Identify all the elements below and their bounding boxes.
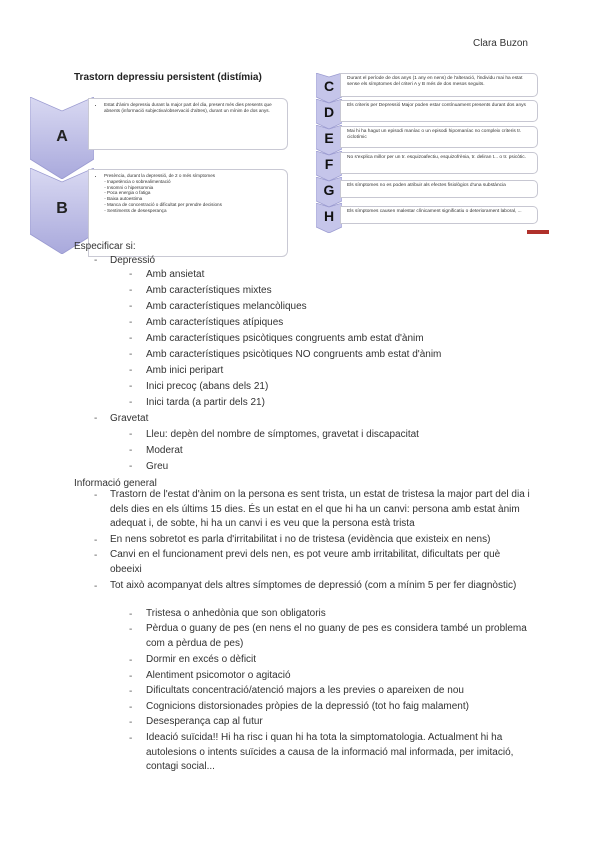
symptom-item: Desesperança cap al futur <box>146 716 263 727</box>
criterion-a-box <box>88 98 288 150</box>
dash-bullet: - <box>94 255 98 266</box>
dash-bullet: - <box>129 717 133 728</box>
dash-bullet: - <box>129 349 133 360</box>
criterion-e-text: Mai hi ha hagut un episodi maníac o un episodi hipomaníac no compleix criteris tr. ciclotímic <box>347 129 522 140</box>
criterion-f-box <box>340 152 538 174</box>
red-accent-bar <box>527 230 549 234</box>
criterion-b-item: - Manca de concentració o dificultat per prendre decisions <box>107 202 281 208</box>
dash-bullet: - <box>129 285 133 296</box>
general-item-2: En nens sobretot es parla d'irritabilitat i no de tristesa (evidència que existeix en nens) <box>110 534 491 545</box>
symptom-item: Ideació suïcida!! Hi ha risc i quan hi ha tota la simptomatologia. Actualment hi ha autolesions o intents suïcides a causa de la informació mal informada, per imitació, contagi social... <box>146 732 514 772</box>
dash-bullet: - <box>129 445 133 456</box>
dash-bullet: - <box>129 381 133 392</box>
criterion-c-box <box>340 73 538 97</box>
specify-item: Inici tarda (a partir dels 21) <box>146 397 265 408</box>
chevron-letter-f: F <box>324 156 334 172</box>
dash-bullet: - <box>129 365 133 376</box>
general-heading: Informació general <box>74 478 157 489</box>
dash-bullet: - <box>129 397 133 408</box>
dash-bullet: - <box>129 609 133 620</box>
specify-item: Amb ansietat <box>146 269 205 280</box>
criterion-h-text: Els símptomes causen malestar clínicament significatiu o deteriorament laboral, ... <box>347 209 522 214</box>
criterion-c-text: Durant el període de dos anys (1 any en nens) de l'alteració, l'individu mai ha estat sense els símptomes del criteri A y B més de dos mesos seguits. <box>347 76 523 87</box>
dash-bullet: - <box>129 671 133 682</box>
symptom-item: Tristesa o anhedònia que son obligatoris <box>146 608 326 619</box>
criterion-a-text: • Estat d'ànim depressiu durant la major part del dia, present més dies presents que absents (informació subjectiva/observació d'altres), durant un mínim de dos anys. <box>104 102 281 114</box>
dash-bullet: - <box>129 301 133 312</box>
specify-item: Amb característiques mixtes <box>146 285 272 296</box>
dash-bullet: - <box>129 655 133 666</box>
criterion-d-box <box>340 100 538 122</box>
symptom-item: Pèrdua o guany de pes (en nens el no guany de pes es considera també un problema com a pèrdua de pes) <box>146 623 527 649</box>
author-name: Clara Buzon <box>472 38 528 49</box>
dash-bullet: - <box>129 702 133 713</box>
criterion-b-intro: • Presència, durant la depressió, de 2 o més símptomes <box>104 173 281 179</box>
criterion-h-box <box>340 206 538 224</box>
specify-item: Amb característiques psicòtiques congruents amb estat d'ànim <box>146 333 424 344</box>
dash-bullet: - <box>129 686 133 697</box>
criterion-b-item: - Insomni o hipersomnia <box>107 185 281 191</box>
symptom-item: Alentiment psicomotor o agitació <box>146 670 291 681</box>
dash-bullet: - <box>129 461 133 472</box>
dash-bullet: - <box>94 581 98 592</box>
dash-bullet: - <box>129 624 133 635</box>
dash-bullet: - <box>129 317 133 328</box>
criterion-b-item: - Baixa autoestima <box>107 196 281 202</box>
specify-item: Moderat <box>146 445 183 456</box>
specify-heading: Especificar si: <box>74 241 136 252</box>
dash-bullet: - <box>94 550 98 561</box>
specify-item: Lleu: depèn del nombre de símptomes, gravetat i discapacitat <box>146 429 419 440</box>
specify-item: Amb característiques psicòtiques NO congruents amb estat d'ànim <box>146 349 442 360</box>
dash-bullet: - <box>129 333 133 344</box>
chevron-letter-e: E <box>324 130 334 146</box>
specify-item: Amb inici peripart <box>146 365 224 376</box>
chevron-letter-a: A <box>56 128 68 145</box>
dash-bullet: - <box>94 535 98 546</box>
dash-bullet: - <box>129 429 133 440</box>
specify-item: Inici precoç (abans dels 21) <box>146 381 269 392</box>
general-item-3: Canvi en el funcionament previ dels nen, es pot veure amb irritabilitat, dificultats per què obeeixi <box>110 549 501 575</box>
chevron-letter-b: B <box>56 200 68 217</box>
specify-group-gravetat: Gravetat <box>110 413 149 424</box>
dash-bullet: - <box>129 733 133 744</box>
criterion-g-text: Els símptomes no es poden atribuir als efectes fisiològics d'una substància <box>347 183 506 188</box>
dash-bullet: - <box>94 413 98 424</box>
chevron-letter-g: G <box>323 182 335 198</box>
criterion-e-box <box>340 126 538 148</box>
symptom-item: Dificultats concentració/atenció majors a les previes o apareixen de nou <box>146 685 464 696</box>
symptom-item: Cognicions distorsionades pròpies de la depressió (tot ho faig malament) <box>146 701 469 712</box>
criterion-b-item: - Poca energia o fatiga <box>107 190 281 196</box>
chevron-letter-h: H <box>323 208 335 224</box>
general-item-1: Trastorn de l'estat d'ànim on la persona es sent trista, un estat de tristesa la major part del dia i dels dies en els últims 15 dies. És un estat en el que hi ha un canvi: persona amb estat ànim adequat i, de sobte, hi ha un canvi i es veu que la persona està trista <box>110 489 530 529</box>
criterion-f-text: No s'explica millor per un tr. esquizoafectiu, esquizofrènia, tr. deliran t... o tr. psicòtic. <box>347 155 527 160</box>
specify-group-depressio: Depressió <box>110 255 156 266</box>
chevron-letter-c: C <box>323 78 335 94</box>
symptom-item: Dormir en excés o dèficit <box>146 654 257 665</box>
chevron-letter-d: D <box>323 104 335 120</box>
criterion-g-box <box>340 180 538 198</box>
criterion-d-text: Els criteris per Depressió Major poden estar contínuament presents durant dos anys <box>347 103 526 108</box>
dash-bullet: - <box>94 490 98 501</box>
general-item-4: Tot això acompanyat dels altres símptomes de depressió (com a mínim 5 per fer diagnòstic) <box>110 580 517 591</box>
criterion-b-item: - Inapetència o sobrealimentació <box>107 179 281 185</box>
diagram-title: Trastorn depressiu persistent (distímia) <box>74 72 262 83</box>
specify-item: Amb característiques atípiques <box>146 317 284 328</box>
specify-item: Greu <box>146 461 169 472</box>
dash-bullet: - <box>129 269 133 280</box>
specify-item: Amb característiques melancòliques <box>146 301 307 312</box>
criterion-b-item: - Sentiments de desesperança <box>107 208 281 214</box>
